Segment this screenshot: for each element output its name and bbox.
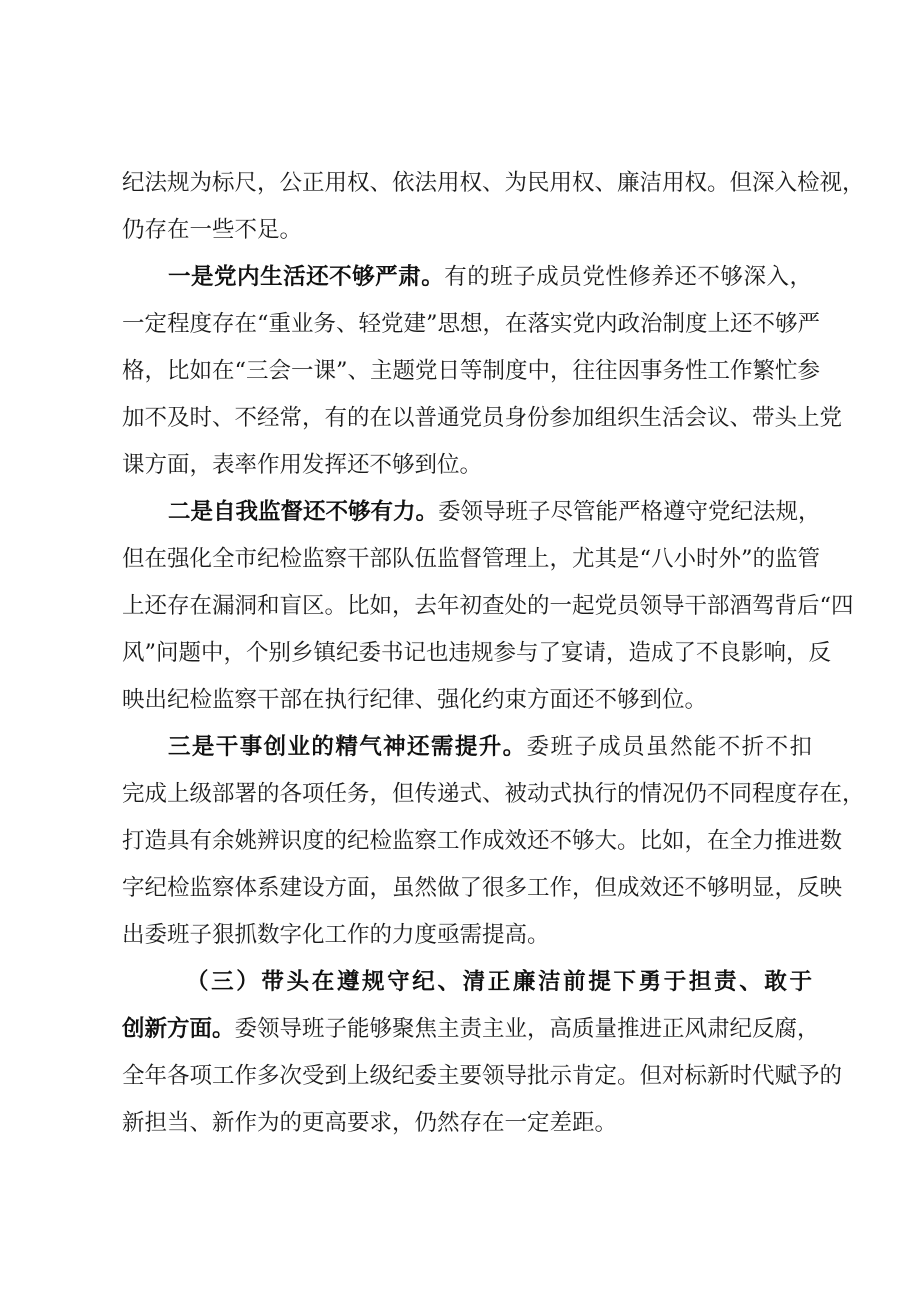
- paragraph-line: [122, 825, 843, 857]
- section-heading: （三）带头在遵规守纪、清正廉洁前提下勇于担责、敢于: [186, 969, 812, 995]
- line-text: 纪法规为标尺，公正用权、依法用权、为民用权、廉洁用权。但深入检视，: [122, 170, 865, 196]
- line-text: 有的班子成员党性修养还不够深入，: [444, 264, 812, 290]
- section-heading-continued: 创新方面。: [122, 1016, 235, 1042]
- line-text: 仍存在一些不足。: [122, 217, 303, 243]
- line-text: 全年各项工作多次受到上级纪委主要领导批示肯定。但对标新时代赋予的: [122, 1063, 843, 1089]
- line-text: 风”问题中，个别乡镇纪委书记也违规参与了宴请，造成了不良影响，反: [122, 640, 832, 666]
- paragraph-line: [122, 919, 812, 951]
- paragraph-first-line: [168, 496, 821, 528]
- line-text: 字纪检监察体系建设方面，虽然做了很多工作，但成效还不够明显，反映: [122, 875, 843, 901]
- paragraph-line: [122, 1060, 843, 1092]
- paragraph-line: [122, 543, 821, 575]
- paragraph-line: [122, 684, 812, 716]
- paragraph-line: [122, 590, 854, 622]
- paragraph-line: [122, 167, 865, 199]
- paragraph-line: [122, 637, 832, 669]
- line-text: 出委班子狠抓数字化工作的力度亟需提高。: [122, 922, 550, 948]
- line-text: 加不及时、不经常，有的在以普通党员身份参加组织生活会议、带头上党: [122, 405, 843, 431]
- paragraph-line: [122, 872, 843, 904]
- paragraph-line: [122, 778, 865, 810]
- paragraph-heading: 一是党内生活还不够严肃。: [168, 264, 445, 290]
- line-text: 完成上级部署的各项任务，但传递式、被动式执行的情况仍不同程度存在，: [122, 781, 865, 807]
- line-text: 委领导班子能够聚焦主责主业，高质量推进正风肃纪反腐，: [234, 1016, 820, 1042]
- line-text: 打造具有余姚辨识度的纪检监察工作成效还不够大。比如，在全力推进数: [122, 828, 843, 854]
- line-text: 课方面，表率作用发挥还不够到位。: [122, 452, 483, 478]
- paragraph-first-line: [168, 261, 812, 293]
- paragraph-line: [122, 308, 821, 340]
- line-text: 格，比如在“三会一课”、主题党日等制度中，往往因事务性工作繁忙参: [122, 358, 821, 384]
- line-text: 映出纪检监察干部在执行纪律、强化约束方面还不够到位。: [122, 687, 708, 713]
- paragraph-heading: 三是干事创业的精气神还需提升。: [168, 734, 527, 760]
- line-text: 委班子成员虽然能不折不扣: [526, 734, 812, 760]
- line-text: 一定程度存在“重业务、轻党建”思想，在落实党内政治制度上还不够严: [122, 311, 821, 337]
- line-text: 新担当、新作为的更高要求，仍然存在一定差距。: [122, 1110, 618, 1136]
- paragraph-line: [122, 1013, 820, 1045]
- paragraph-line: [122, 355, 821, 387]
- paragraph-line: [122, 1107, 812, 1139]
- paragraph-line: [122, 402, 843, 434]
- paragraph-first-line: [168, 731, 812, 763]
- paragraph-heading: 二是自我监督还不够有力。: [168, 499, 439, 525]
- section-heading-line: [186, 966, 812, 998]
- paragraph-line: [122, 214, 812, 246]
- line-text: 但在强化全市纪检监察干部队伍监督管理上，尤其是“八小时外”的监管: [122, 546, 821, 572]
- line-text: 委领导班子尽管能严格遵守党纪法规，: [438, 499, 821, 525]
- line-text: 上还存在漏洞和盲区。比如，去年初查处的一起党员领导干部酒驾背后“四: [122, 593, 854, 619]
- paragraph-line: [122, 449, 812, 481]
